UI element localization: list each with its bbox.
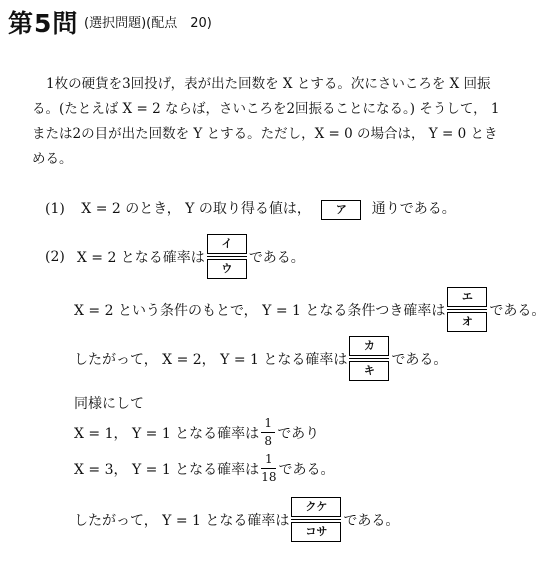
answer-fraction — [349, 336, 389, 381]
intro-paragraph — [12, 72, 512, 172]
question-text: であり — [277, 425, 320, 442]
question-2-line — [74, 287, 545, 332]
intro-line: または2の目が出た回数を Y とする。ただし，X = 0 の場合は， Y = 0 とき — [32, 126, 498, 142]
fraction-bar — [291, 519, 341, 520]
fraction-bar — [447, 309, 487, 310]
fraction-bar — [261, 432, 275, 433]
fraction-bar — [261, 468, 276, 469]
fraction-numerator: 1 — [265, 452, 273, 466]
answer-box-a[interactable]: ア — [321, 200, 361, 220]
similarly-text: 同様にして — [74, 396, 144, 412]
question-text: 通りである。 — [371, 201, 456, 217]
question-text: X = 3， Y = 1 となる確率は — [74, 461, 260, 478]
answer-fraction — [291, 497, 341, 542]
question-text: である。 — [278, 461, 335, 478]
question-text: である。 — [343, 512, 400, 529]
fraction-denominator: 18 — [261, 470, 277, 485]
question-label: (1) — [45, 201, 65, 217]
fraction — [261, 417, 275, 448]
answer-box-i[interactable]: イ — [207, 234, 247, 254]
question-2-line — [45, 234, 305, 279]
question-text: X = 2 となる確率は — [76, 249, 205, 266]
question-text: である。 — [489, 302, 545, 319]
answer-fraction — [447, 287, 487, 332]
intro-line: る。(たとえば X = 2 ならば，さいころを2回振ることになる。) そうして， 1 — [32, 101, 500, 117]
question-text: である。 — [248, 249, 305, 266]
fraction-bar — [349, 358, 389, 359]
question-1 — [45, 198, 456, 220]
question-2-line — [74, 417, 319, 448]
question-text: X = 2 のとき， Y の取り得る値は， — [81, 201, 311, 217]
question-text: である。 — [391, 351, 448, 368]
answer-box-o[interactable]: オ — [447, 312, 487, 332]
question-2-line — [74, 453, 334, 484]
question-text: X = 1， Y = 1 となる確率は — [74, 425, 260, 442]
question-text: したがって， X = 2， Y = 1 となる確率は — [74, 351, 348, 368]
answer-box-kosa[interactable]: コサ — [291, 522, 341, 542]
answer-box-u[interactable]: ウ — [207, 259, 247, 279]
question-text: したがって， Y = 1 となる確率は — [74, 512, 290, 529]
answer-box-e[interactable]: エ — [447, 287, 487, 307]
question-2-line — [74, 497, 399, 542]
fraction-denominator: 8 — [264, 434, 272, 449]
fraction-bar — [207, 256, 247, 257]
intro-line: 1枚の硬貨を3回投げ，表が出た回数を X とする。次にさいころを X 回振 — [46, 76, 491, 92]
intro-line: める。 — [32, 151, 73, 167]
question-text: X = 2 という条件のもとで， Y = 1 となる条件つき確率は — [74, 302, 446, 319]
fraction — [261, 453, 276, 484]
question-2-line — [74, 336, 447, 381]
problem-info: (選択問題)(配点 20) — [84, 16, 212, 31]
answer-box-kuke[interactable]: クケ — [291, 497, 341, 517]
fraction-numerator: 1 — [264, 416, 272, 430]
answer-box-ka[interactable]: カ — [349, 336, 389, 356]
answer-fraction — [207, 234, 247, 279]
question-label: (2) — [45, 248, 65, 265]
answer-box-ki[interactable]: キ — [349, 361, 389, 381]
problem-number: 第5問 — [8, 9, 79, 38]
